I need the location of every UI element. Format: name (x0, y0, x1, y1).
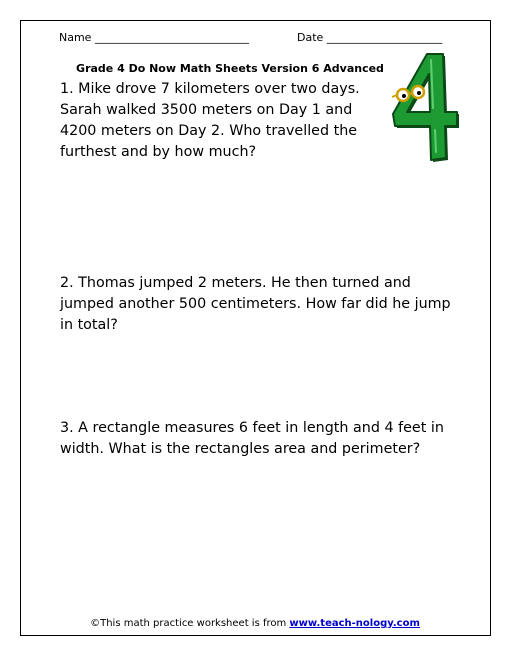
green-number-four-mascot-icon (383, 50, 463, 165)
name-field: Name ____________________________ (59, 31, 249, 44)
question-2: 2. Thomas jumped 2 meters. He then turned and jumped another 500 centimeters. How far did he jump in total? (60, 275, 451, 333)
footer (0, 618, 510, 629)
date-field: Date _____________________ (297, 31, 443, 44)
footer-text: ©This math practice worksheet is from (90, 618, 290, 629)
question-1: 1. Mike drove 7 kilometers over two days. Sarah walked 3500 meters on Day 1 and 4200 meters on Day 2. Who travelled the furthest and by how much? (60, 81, 360, 160)
question-3: 3. A rectangle measures 6 feet in length and 4 feet in width. What is the rectangles area and perimeter? (60, 420, 444, 457)
worksheet-title: Grade 4 Do Now Math Sheets Version 6 Advanced (76, 62, 384, 75)
footer-link[interactable]: www.teach-nology.com (289, 618, 420, 629)
